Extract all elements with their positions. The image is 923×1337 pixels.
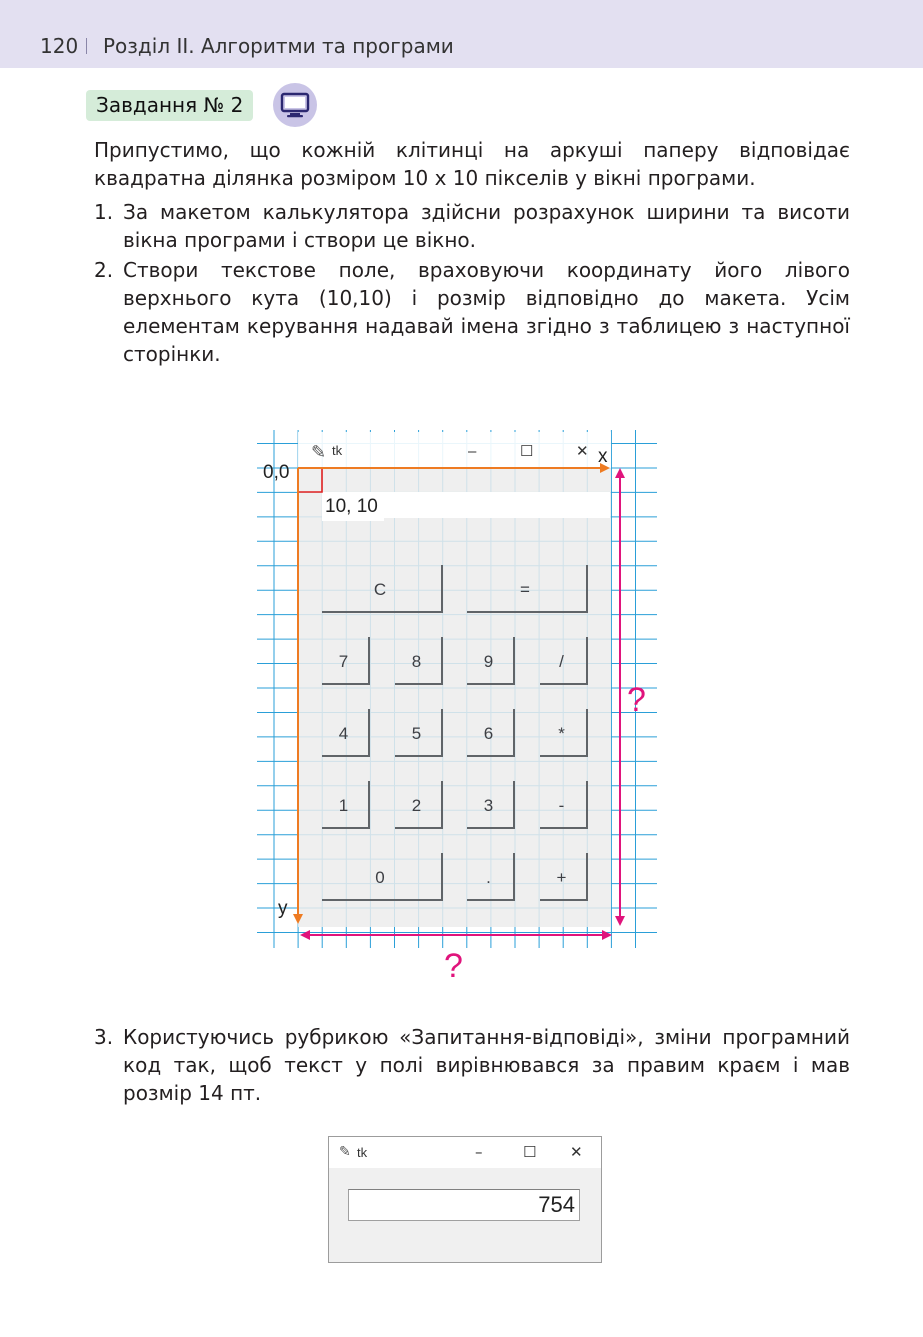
button-label: 5 xyxy=(411,724,422,743)
button-label: 2 xyxy=(411,796,422,815)
button-label: 0 xyxy=(375,868,385,887)
button-label: 6 xyxy=(483,724,494,743)
button-label: 1 xyxy=(338,796,349,815)
origin-label: 0,0 xyxy=(263,462,290,483)
page-number: 120 xyxy=(40,34,79,58)
item-number: 3. xyxy=(94,1025,114,1049)
y-axis-label: y xyxy=(278,898,288,919)
button-label: * xyxy=(558,724,565,743)
button-label: 7 xyxy=(338,652,349,671)
entry-coord-label: 10, 10 xyxy=(325,496,378,517)
section-title: Розділ ІІ. Алгоритми та програми xyxy=(103,34,454,58)
item-text: За макетом калькулятора здійсни розрахунок ширини та висоти вікна програми і створи це вікно. xyxy=(123,200,850,252)
button-label: / xyxy=(559,652,564,671)
minimize-icon: – xyxy=(468,443,477,460)
window-body xyxy=(298,468,611,927)
item-number: 2. xyxy=(94,258,114,282)
button-label: = xyxy=(520,580,530,599)
width-unknown-mark: ? xyxy=(444,947,463,985)
x-axis-label: x xyxy=(598,446,608,467)
window-title: tk xyxy=(357,1145,368,1160)
button-label: 3 xyxy=(483,796,494,815)
task-item-3 xyxy=(94,1023,850,1107)
feather-icon: ✎ xyxy=(311,442,327,462)
item-number: 1. xyxy=(94,200,114,224)
minimize-icon[interactable]: – xyxy=(475,1143,483,1161)
result-window xyxy=(328,1136,602,1263)
button-label: C xyxy=(373,580,387,599)
button-label: . xyxy=(486,868,491,887)
result-entry-field[interactable]: 754 xyxy=(348,1189,580,1221)
button-label: + xyxy=(556,868,567,887)
button-label: 8 xyxy=(411,652,422,671)
button-label: - xyxy=(558,796,565,815)
height-unknown-mark: ? xyxy=(627,681,646,719)
button-label: 4 xyxy=(338,724,349,743)
close-icon[interactable]: ✕ xyxy=(570,1143,583,1161)
maximize-icon[interactable]: ☐ xyxy=(523,1143,537,1161)
item-text: Користуючись рубрикою «Запитання-відповіді», зміни програмний код так, щоб текст у полі вирівнювався за правим краєм і мав розмір 14 пт. xyxy=(123,1025,850,1105)
feather-icon: ✎ xyxy=(339,1144,351,1160)
button-label: 9 xyxy=(483,652,494,671)
window-titlebar xyxy=(298,432,611,468)
item-text: Створи текстове поле, враховуючи координату його лівого верхнього кута (10,10) і розмір відповідно до макета. Усім елементам керування надавай імена згідно з таблицею з наступної сторінки. xyxy=(123,258,850,366)
task-intro: Припустимо, що кожній клітинці на аркуші паперу відповідає квадратна ділянка розміром 10 х 10 пікселів у вікні програми. xyxy=(94,138,850,190)
task-badge: Завдання № 2 xyxy=(86,90,253,121)
window-titlebar xyxy=(329,1137,601,1168)
maximize-icon: ☐ xyxy=(520,443,534,460)
window-title: tk xyxy=(332,443,343,458)
close-icon: ✕ xyxy=(576,443,589,460)
